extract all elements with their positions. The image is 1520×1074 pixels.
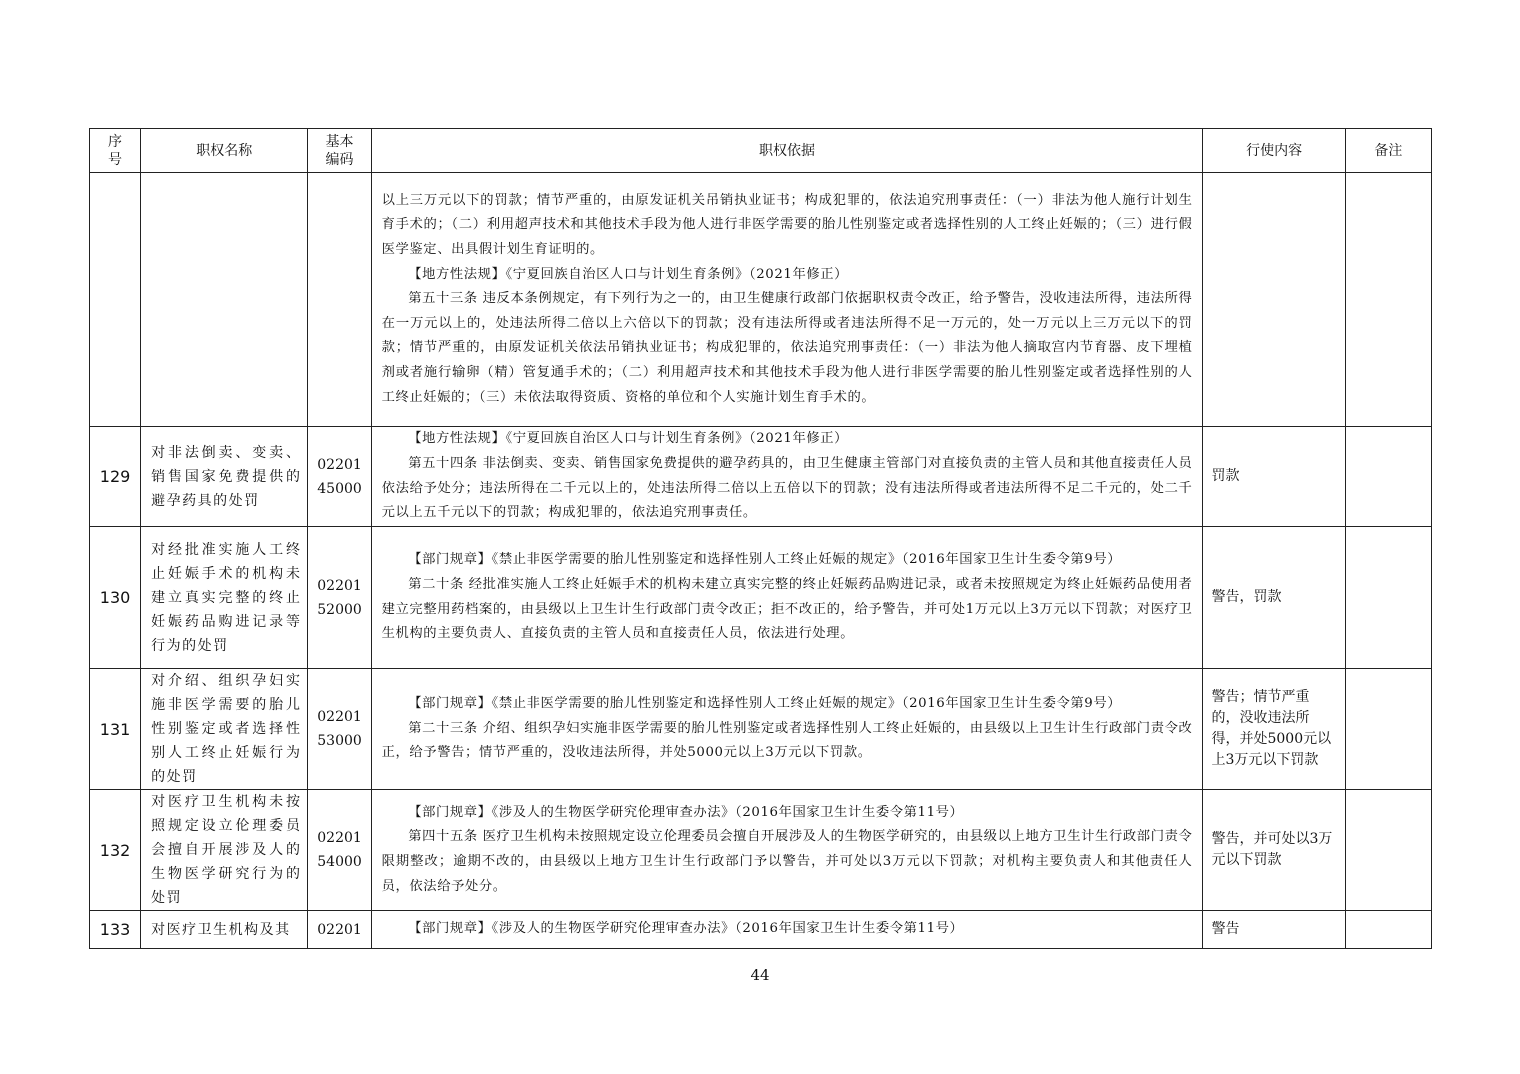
- row-no: 129: [90, 427, 141, 527]
- basis-paragraph: 第四十五条 医疗卫生机构未按照规定设立伦理委员会擅自开展涉及人的生物医学研究的，由县级以上地方卫生计生行政部门责令限期整改；逾期不改的，由县级以上地方卫生计生行政部门予以警告，并可处以3万元以下罚款；对机构主要负责人和其他责任人员，依法给予处分。: [381, 829, 1193, 894]
- row-code: [308, 173, 371, 427]
- row-no: 131: [90, 669, 141, 790]
- header-note: 备注: [1345, 129, 1431, 173]
- row-basis: [371, 527, 1203, 669]
- row-code: 02201 52000: [308, 527, 371, 669]
- row-name: 对介绍、组织孕妇实施非医学需要的胎儿性别鉴定或者选择性别人工终止妊娠行为的处罚: [141, 669, 308, 790]
- row-note: [1345, 173, 1431, 427]
- row-note: [1345, 527, 1431, 669]
- row-exec: 警告，罚款: [1203, 527, 1345, 669]
- row-note: [1345, 790, 1431, 911]
- row-no: [90, 173, 141, 427]
- header-no: 序 号: [90, 129, 141, 173]
- basis-paragraph: 【地方性法规】《宁夏回族自治区人口与计划生育条例》（2021年修正）: [408, 431, 849, 447]
- table-row: [90, 790, 1432, 911]
- row-no: 130: [90, 527, 141, 669]
- row-note: [1345, 427, 1431, 527]
- basis-paragraph: 【部门规章】《禁止非医学需要的胎儿性别鉴定和选择性别人工终止妊娠的规定》（2016年国家卫生计生委令第9号）: [408, 696, 1122, 712]
- basis-paragraph: 第二十条 经批准实施人工终止妊娠手术的机构未建立真实完整的终止妊娠药品购进记录，或者未按照规定为终止妊娠药品使用者建立完整用药档案的，由县级以上卫生计生行政部门责令改正；拒不改正的，给予警告，并可处1万元以上3万元以下罚款；对医疗卫生机构的主要负责人、直接负责的主管人员和直接责任人员，依法进行处理。: [381, 576, 1193, 642]
- basis-paragraph: 第五十四条 非法倒卖、变卖、销售国家免费提供的避孕药具的，由卫生健康主管部门对直接负责的主管人员和其他直接责任人员依法给予处分；违法所得在二千元以上的，处违法所得二倍以上五倍以下的罚款；没有违法所得或者违法所得不足二千元的，处二千元以上五千元以下的罚款；构成犯罪的，依法追究刑事责任。: [381, 455, 1193, 521]
- page-number: 44: [750, 966, 770, 984]
- row-no: 133: [90, 911, 141, 949]
- basis-paragraph: 【部门规章】《禁止非医学需要的胎儿性别鉴定和选择性别人工终止妊娠的规定》（2016年国家卫生计生委令第9号）: [408, 552, 1122, 568]
- row-basis: [371, 790, 1203, 911]
- row-name: 对医疗卫生机构未按照规定设立伦理委员会擅自开展涉及人的生物医学研究行为的处罚: [141, 790, 308, 911]
- header-basis: 职权依据: [371, 129, 1203, 173]
- header-name: 职权名称: [141, 129, 308, 173]
- row-basis: [371, 173, 1203, 427]
- basis-paragraph: 【部门规章】《涉及人的生物医学研究伦理审查办法》（2016年国家卫生计生委令第11号）: [408, 804, 964, 820]
- row-exec: 警告: [1203, 911, 1345, 949]
- row-note: [1345, 911, 1431, 949]
- table-row: [90, 173, 1432, 427]
- authority-table: [89, 128, 1432, 949]
- row-note: [1345, 669, 1431, 790]
- row-no: 132: [90, 790, 141, 911]
- basis-paragraph: 【地方性法规】《宁夏回族自治区人口与计划生育条例》（2021年修正）: [408, 266, 849, 282]
- row-code: 02201 53000: [308, 669, 371, 790]
- row-exec: 警告；情节严重的，没收违法所得，并处5000元以上3万元以下罚款: [1203, 669, 1345, 790]
- basis-paragraph: 以上三万元以下的罚款；情节严重的，由原发证机关吊销执业证书；构成犯罪的，依法追究刑事责任：（一）非法为他人施行计划生育手术的；（二）利用超声技术和其他技术手段为他人进行非医学需要的胎儿性别鉴定或者选择性别的人工终止妊娠的；（三）进行假医学鉴定、出具假计划生育证明的。: [381, 192, 1193, 258]
- basis-paragraph: 【部门规章】《涉及人的生物医学研究伦理审查办法》（2016年国家卫生计生委令第11号）: [408, 921, 964, 937]
- basis-paragraph: 第五十三条 违反本条例规定，有下列行为之一的，由卫生健康行政部门依据职权责令改正，给予警告，没收违法所得，违法所得在一万元以上的，处违法所得二倍以上六倍以下的罚款；没有违法所得或者违法所得不足一万元的，处一万元以上三万元以下的罚款；情节严重的，由原发证机关依法吊销执业证书；构成犯罪的，依法追究刑事责任：（一）非法为他人摘取宫内节育器、皮下埋植剂或者施行输卵（精）管复通手术的；（二）利用超声技术和其他技术手段为他人进行非医学需要的胎儿性别鉴定或者选择性别的人工终止妊娠的；（三）未依法取得资质、资格的单位和个人实施计划生育手术的。: [381, 291, 1193, 405]
- row-code: 02201 54000: [308, 790, 371, 911]
- row-exec: 罚款: [1203, 427, 1345, 527]
- basis-paragraph: 第二十三条 介绍、组织孕妇实施非医学需要的胎儿性别鉴定或者选择性别人工终止妊娠的，由县级以上卫生计生行政部门责令改正，给予警告；情节严重的，没收违法所得，并处5000元以上3万元以下罚款。: [381, 720, 1193, 761]
- table-row: [90, 669, 1432, 790]
- row-basis: [371, 427, 1203, 527]
- header-exec: 行使内容: [1203, 129, 1345, 173]
- row-exec: [1203, 173, 1345, 427]
- row-code: 02201: [308, 911, 371, 949]
- row-basis: [371, 669, 1203, 790]
- table-row: [90, 911, 1432, 949]
- table-row: [90, 427, 1432, 527]
- table-row: [90, 527, 1432, 669]
- row-basis: [371, 911, 1203, 949]
- row-name: 对非法倒卖、变卖、销售国家免费提供的避孕药具的处罚: [141, 427, 308, 527]
- row-name: 对经批准实施人工终止妊娠手术的机构未建立真实完整的终止妊娠药品购进记录等行为的处罚: [141, 527, 308, 669]
- row-code: 02201 45000: [308, 427, 371, 527]
- table-header-row: [90, 129, 1432, 173]
- header-code: 基本 编码: [308, 129, 371, 173]
- row-exec: 警告，并可处以3万元以下罚款: [1203, 790, 1345, 911]
- row-name: [141, 173, 308, 427]
- row-name: 对医疗卫生机构及其: [141, 911, 308, 949]
